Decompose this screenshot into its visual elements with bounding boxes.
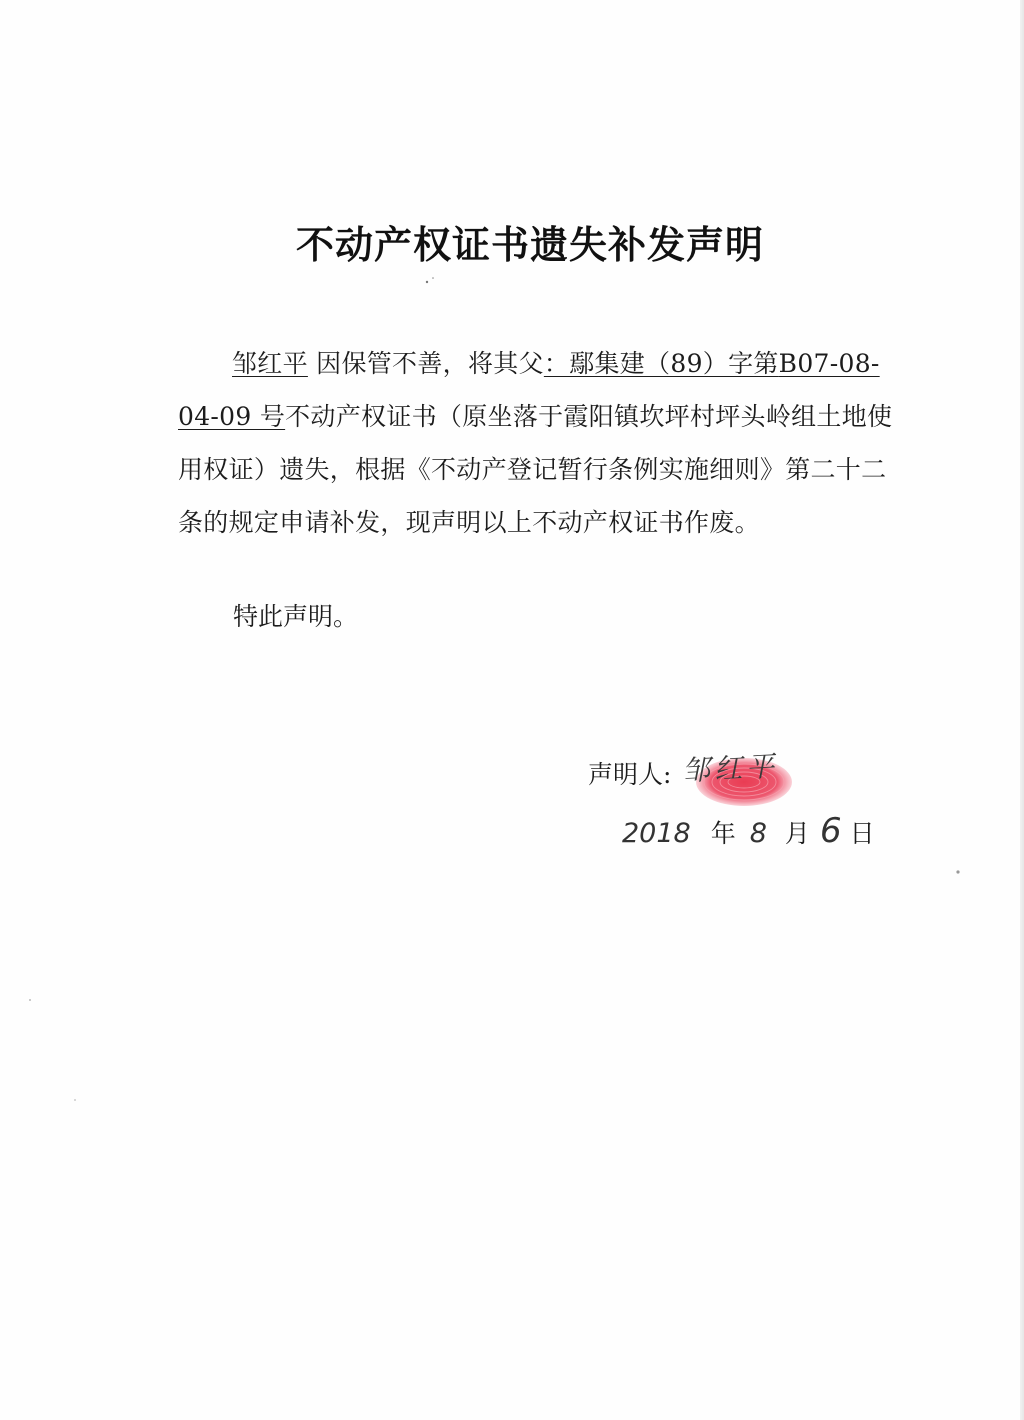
date-day-label: 日	[849, 819, 875, 848]
statement-text-1: 因保管不善，将其父	[307, 349, 544, 378]
date-month: 8	[749, 818, 767, 849]
date-year: 2018	[622, 818, 691, 849]
statement-text-2: 不动产权证书（原坐落于霞阳镇坎坪村坪头岭组土地使用权证）遗失，根据《不动产登记暂行条例实施细则》第二十二条的规定申请补发，现声明以上不动产权证书作废。	[178, 402, 893, 537]
certificate-number-part2: B07-08-04-09 号	[178, 349, 880, 431]
date-month-label: 月	[784, 819, 810, 848]
declarant-label: 声明人:	[588, 760, 672, 789]
certificate-number-part1: ：鄢集建（89）字第	[543, 349, 779, 378]
closing-line: 特此声明。	[233, 602, 359, 631]
document-title: 不动产权证书遗失补发声明	[295, 223, 764, 267]
date-year-label: 年	[710, 819, 736, 848]
declarant-name: 邹红平	[232, 349, 308, 378]
handwritten-signature: 邹红平	[681, 749, 779, 788]
date-day: 6	[819, 811, 842, 851]
